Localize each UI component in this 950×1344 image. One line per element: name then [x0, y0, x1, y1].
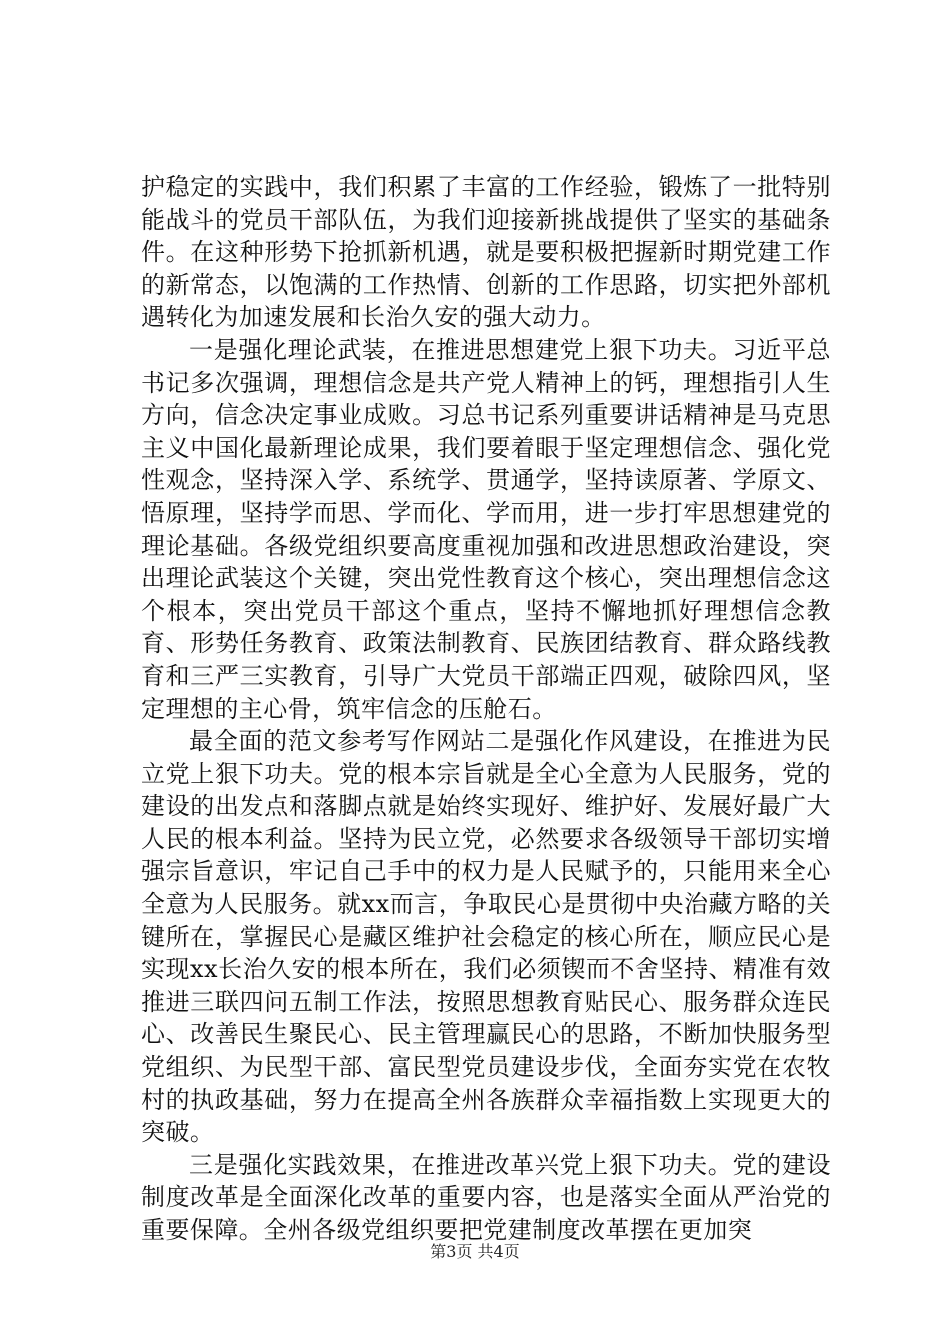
paragraph-work-style: 最全面的范文参考写作网站二是强化作风建设，在推进为民立党上狠下功夫。党的根本宗旨就是全心全意为人民服务，党的建设的出发点和落脚点就是始终实现好、维护好、发展好最广大人民的根本利益。坚持为民立党，必然要求各级领导干部切实增强宗旨意识，牢记自己手中的权力是人民赋予的，只能用来全心全意为人民服务。就xx而言，争取民心是贯彻中央治藏方略的关键所在，掌握民心是藏区维护社会稳定的核心所在，顺应民心是实现xx长治久安的根本所在，我们必须锲而不舍坚持、精准有效推进三联四问五制工作法，按照思想教育贴民心、服务群众连民心、改善民生聚民心、民主管理赢民心的思路，不断加快服务型党组织、为民型干部、富民型党员建设步伐，全面夯实党在农牧村的执政基础，努力在提高全州各族群众幸福指数上实现更大的突破。 — [141, 727, 831, 1147]
paragraph-theory-arming: 一是强化理论武装，在推进思想建党上狠下功夫。习近平总书记多次强调，理想信念是共产党人精神上的钙，理想指引人生方向，信念决定事业成败。习总书记系列重要讲话精神是马克思主义中国化最新理论成果，我们要着眼于坚定理想信念、强化党性观念，坚持深入学、系统学、贯通学，坚持读原著、学原文、悟原理，坚持学而思、学而化、学而用，进一步打牢思想建党的理论基础。各级党组织要高度重视加强和改进思想政治建设，突出理论武装这个关键，突出党性教育这个核心，突出理想信念这个根本，突出党员干部这个重点，坚持不懈地抓好理想信念教育、形势任务教育、政策法制教育、民族团结教育、群众路线教育和三严三实教育，引导广大党员干部端正四观，破除四风，坚定理想的主心骨，筑牢信念的压舱石。 — [141, 335, 831, 723]
paragraph-practice-effect: 三是强化实践效果，在推进改革兴党上狠下功夫。党的建设制度改革是全面深化改革的重要内容，也是落实全面从严治党的重要保障。全州各级党组织要把党建制度改革摆在更加突 — [141, 1150, 831, 1244]
paragraph-continuation: 护稳定的实践中，我们积累了丰富的工作经验，锻炼了一批特别能战斗的党员干部队伍，为我们迎接新挑战提供了坚实的基础条件。在这种形势下抢抓新机遇，就是要积极把握新时期党建工作的新常态，以饱满的工作热情、创新的工作思路，切实把外部机遇转化为加速发展和长治久安的强大动力。 — [141, 173, 831, 332]
page-number: 第3页 共4页 — [430, 1242, 520, 1261]
page-footer — [0, 1242, 950, 1262]
document-body — [141, 171, 831, 1247]
